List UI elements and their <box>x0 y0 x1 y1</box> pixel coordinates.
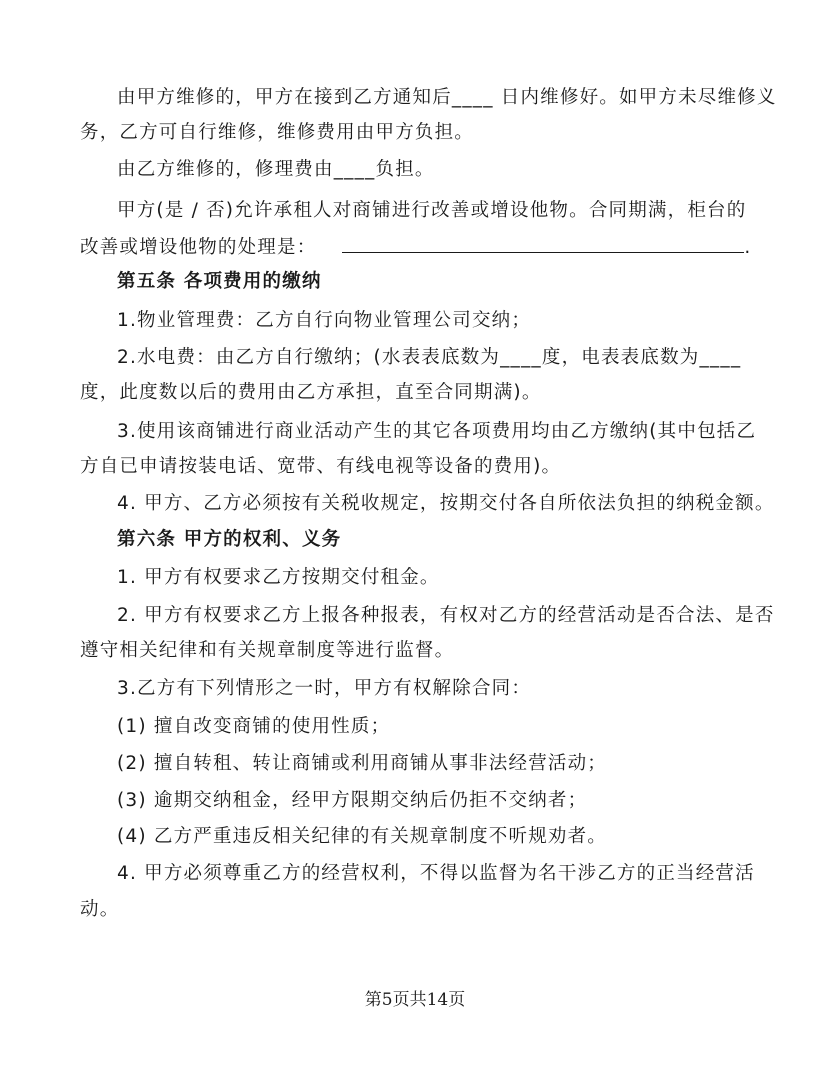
paragraph-text: . <box>744 237 752 258</box>
paragraph-line: 由乙方维修的，修理费由____负担。 <box>117 159 435 180</box>
paragraph-line: 3.乙方有下列情形之一时，甲方有权解除合同： <box>117 678 532 699</box>
list-item: (4) 乙方严重违反相关纪律的有关规章制度不听规劝者。 <box>117 826 607 847</box>
list-item: (1) 擅自改变商铺的使用性质； <box>117 716 391 737</box>
paragraph-line: 2.水电费：由乙方自行缴纳；(水表表底数为____度，电表表底数为____ <box>117 347 742 368</box>
paragraph-line: 4. 甲方、乙方必须按有关税收规定，按期交付各自所依法负担的纳税金额。 <box>117 493 775 514</box>
paragraph-line: 遵守相关纪律和有关规章制度等进行监督。 <box>80 640 455 661</box>
section-heading: 第六条 甲方的权利、义务 <box>117 529 342 550</box>
paragraph-line <box>80 234 752 260</box>
fill-in-blank <box>342 234 744 253</box>
paragraph-line: 务，乙方可自行维修，维修费用由甲方负担。 <box>80 122 475 143</box>
list-item: (3) 逾期交纳租金，经甲方限期交纳后仍拒不交纳者； <box>117 790 588 811</box>
paragraph-line: 1.物业管理费：乙方自行向物业管理公司交纳； <box>117 310 532 331</box>
list-item: (2) 擅自转租、转让商铺或利用商铺从事非法经营活动； <box>117 753 607 774</box>
paragraph-line: 度，此度数以后的费用由乙方承担，直至合同期满)。 <box>80 382 542 403</box>
paragraph-line: 3.使用该商铺进行商业活动产生的其它各项费用均由乙方缴纳(其中包括乙 <box>117 421 757 442</box>
paragraph-line: 甲方(是 / 否)允许承租人对商铺进行改善或增设他物。合同期满，柜台的 <box>117 200 747 221</box>
paragraph-line: 1. 甲方有权要求乙方按期交付租金。 <box>117 567 440 588</box>
paragraph-line: 由甲方维修的，甲方在接到乙方通知后____ 日内维修好。如甲方未尽维修义 <box>117 87 777 108</box>
paragraph-line: 4. 甲方必须尊重乙方的经营权利，不得以监督为名干涉乙方的正当经营活 <box>117 863 755 884</box>
page-number: 第5页共14页 <box>364 990 466 1010</box>
paragraph-line: 方自已申请按装电话、宽带、有线电视等设备的费用)。 <box>80 456 562 477</box>
section-heading: 第五条 各项费用的缴纳 <box>117 271 322 292</box>
paragraph-line: 2. 甲方有权要求乙方上报各种报表，有权对乙方的经营活动是否合法、是否 <box>117 605 775 626</box>
paragraph-line: 动。 <box>80 899 120 920</box>
paragraph-text: 改善或增设他物的处理是： <box>80 237 317 258</box>
